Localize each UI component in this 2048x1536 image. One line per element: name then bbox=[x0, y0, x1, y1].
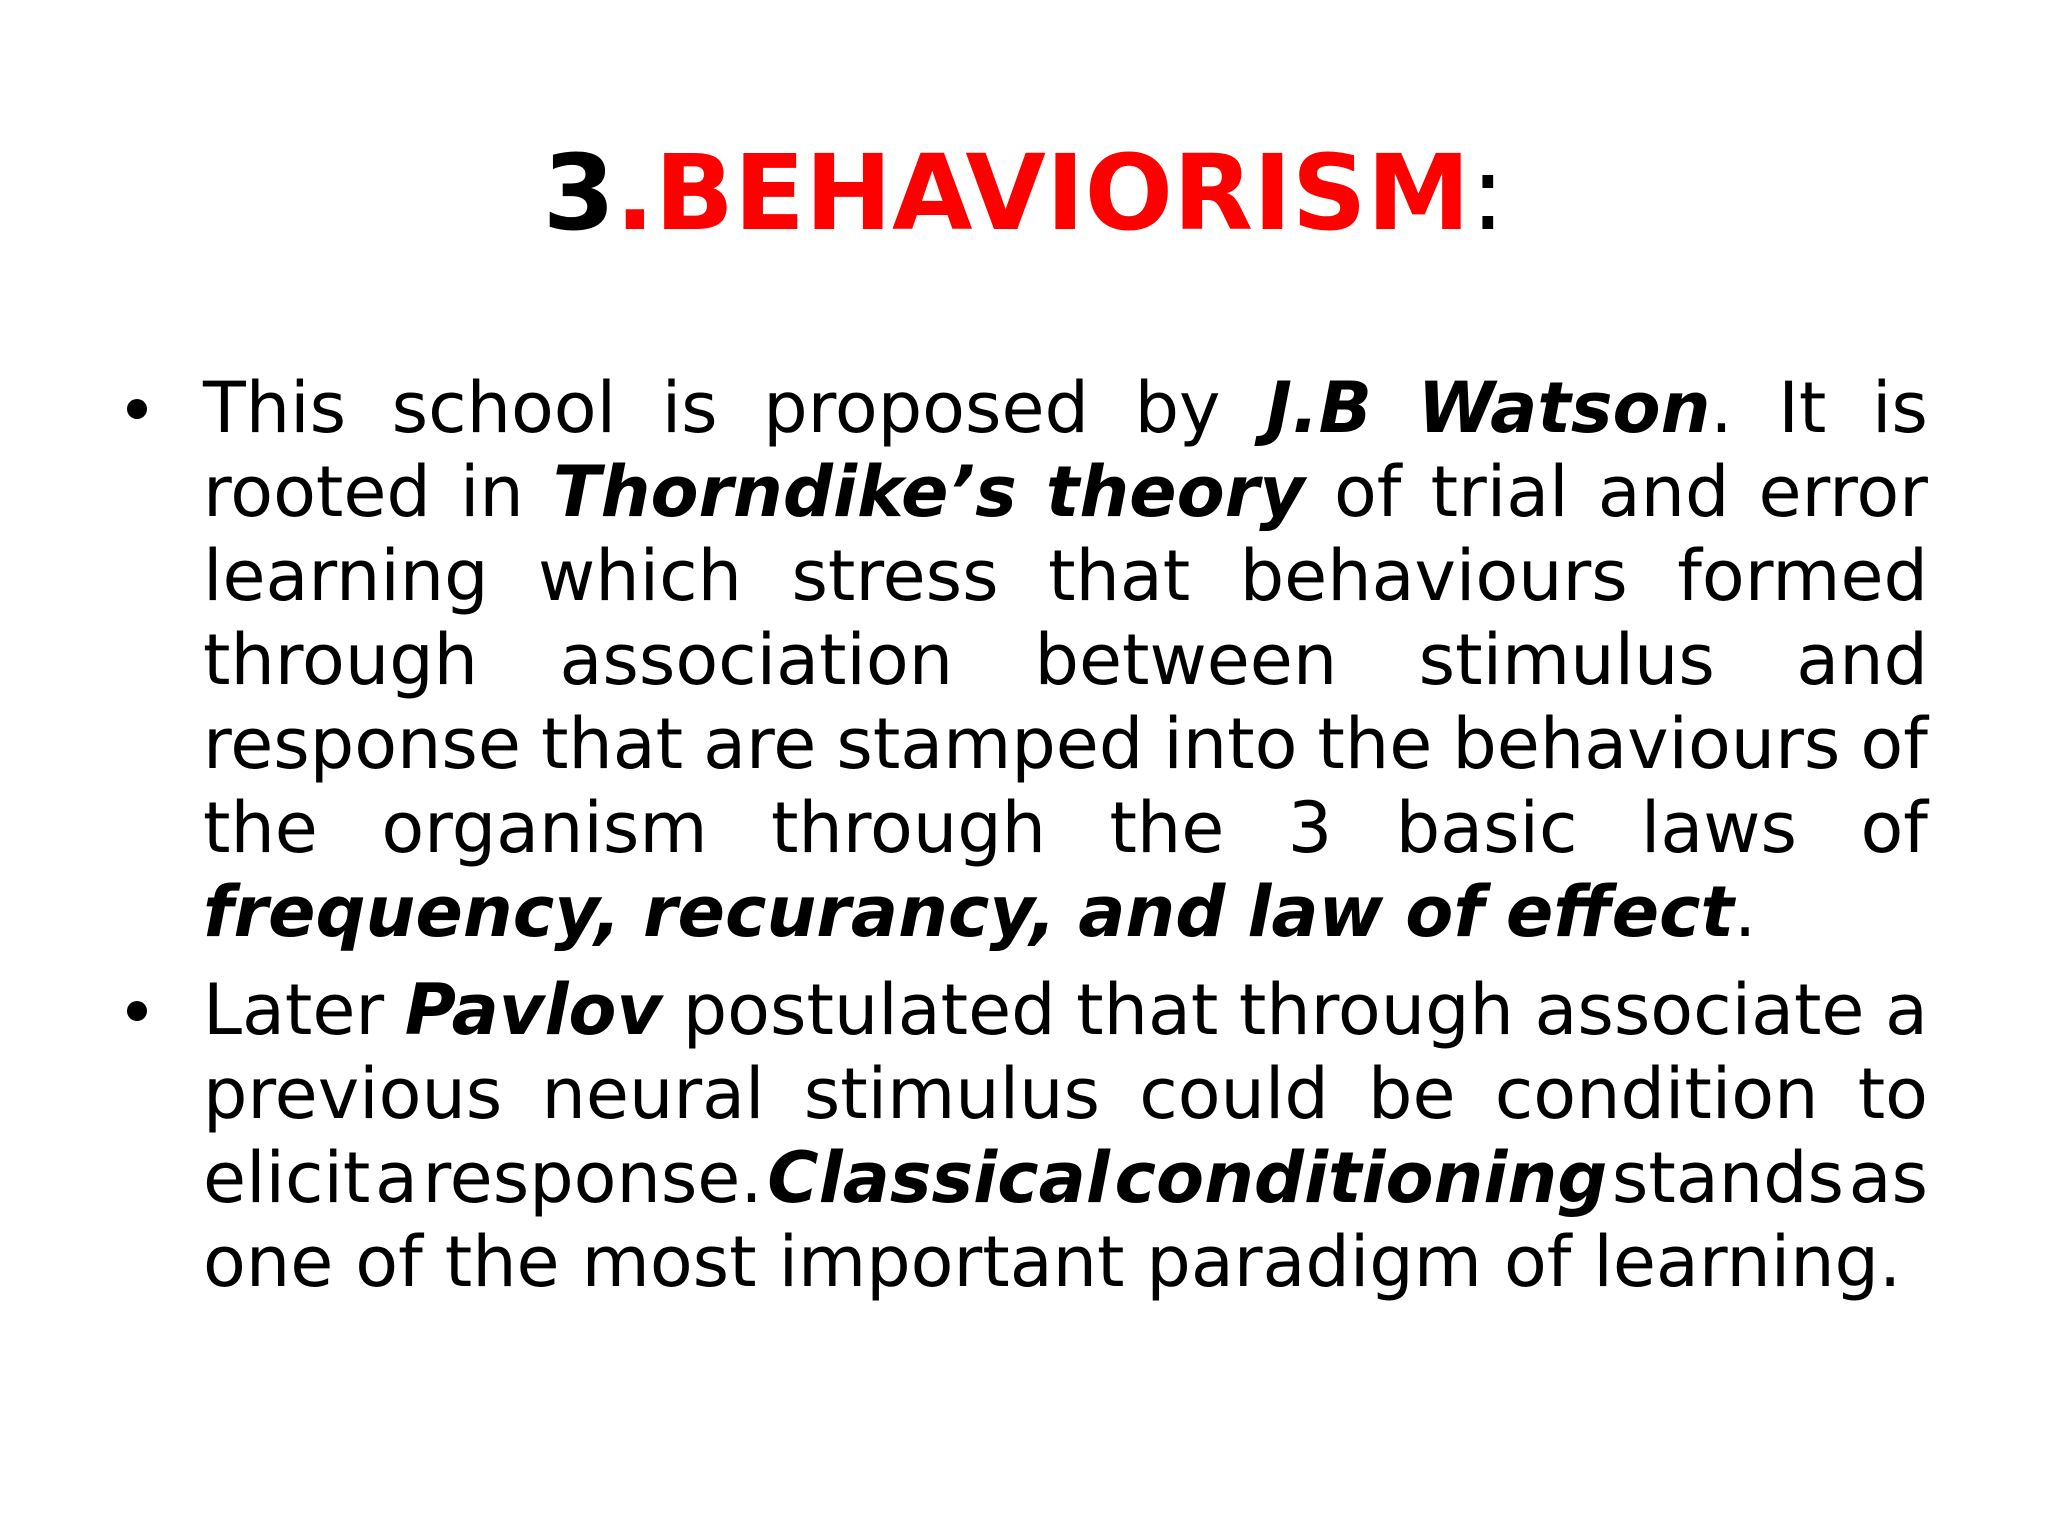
bullet-1-line-4 bbox=[203, 618, 1928, 702]
word: learning. bbox=[1593, 1221, 1902, 1303]
word: stands bbox=[1611, 1137, 1845, 1219]
word: This bbox=[203, 367, 347, 449]
bullet-1-line-6 bbox=[203, 786, 1928, 870]
word: and bbox=[1597, 451, 1730, 533]
emphasis-word: and bbox=[1078, 871, 1226, 953]
emphasis-word: Thorndike’s bbox=[552, 451, 1017, 533]
word: to bbox=[1857, 1053, 1928, 1135]
word: postulated bbox=[682, 969, 1056, 1051]
bullet-1-line-1 bbox=[203, 366, 1928, 450]
word: rooted bbox=[203, 451, 431, 533]
bullet-1-line-2 bbox=[203, 450, 1928, 534]
word: that bbox=[540, 703, 684, 785]
period: . bbox=[1710, 367, 1733, 449]
word: response. bbox=[422, 1137, 763, 1219]
word: stimulus bbox=[1418, 619, 1715, 701]
word: that bbox=[1076, 969, 1219, 1051]
word: elicit bbox=[203, 1137, 371, 1219]
word: and bbox=[1796, 619, 1928, 701]
word: stamped bbox=[836, 703, 1144, 785]
word: formed bbox=[1677, 535, 1928, 617]
word: learning bbox=[203, 535, 489, 617]
word: are bbox=[703, 703, 817, 785]
word: a bbox=[374, 1137, 418, 1219]
word: condition bbox=[1494, 1053, 1819, 1135]
word: behaviours bbox=[1239, 535, 1628, 617]
emphasis-word: frequency, bbox=[203, 871, 621, 953]
word: 3 bbox=[1287, 787, 1333, 869]
word: of bbox=[1860, 787, 1928, 869]
word: basic bbox=[1395, 787, 1578, 869]
title-word: .BEHAVIORISM bbox=[615, 132, 1471, 254]
word bbox=[1418, 366, 1733, 450]
word: associate bbox=[1534, 969, 1865, 1051]
word: be bbox=[1368, 1053, 1456, 1135]
bullet-marker-1 bbox=[127, 399, 147, 419]
bullet-1-line-7 bbox=[203, 870, 1928, 954]
word: by bbox=[1134, 367, 1221, 449]
word: is bbox=[1871, 367, 1928, 449]
word: error bbox=[1758, 451, 1928, 533]
author-name-first: J.B bbox=[1266, 367, 1373, 449]
word: could bbox=[1139, 1053, 1329, 1135]
word: in bbox=[459, 451, 524, 533]
word: Later bbox=[203, 969, 385, 1051]
word: of bbox=[355, 1221, 423, 1303]
bullet-2-line-3 bbox=[203, 1136, 1928, 1220]
word: one bbox=[203, 1221, 334, 1303]
bullet-1-line-5 bbox=[203, 702, 1928, 786]
emphasis-word: Pavlov bbox=[404, 969, 663, 1051]
word: between bbox=[1034, 619, 1338, 701]
word: stress bbox=[791, 535, 999, 617]
period: . bbox=[1734, 871, 1757, 953]
word: proposed bbox=[763, 367, 1089, 449]
bullet-2-line-2 bbox=[203, 1052, 1928, 1136]
emphasis-word: Classical bbox=[767, 1137, 1110, 1219]
emphasis-word: of bbox=[1405, 871, 1484, 953]
word: of bbox=[1333, 451, 1402, 533]
bullet-2-line-4 bbox=[203, 1220, 1928, 1304]
word: school bbox=[391, 367, 617, 449]
title-number: 3 bbox=[542, 132, 616, 254]
emphasis-word: law bbox=[1247, 871, 1384, 953]
word: previous bbox=[203, 1053, 503, 1135]
word: response bbox=[203, 703, 521, 785]
bullet-marker-2 bbox=[127, 1001, 147, 1021]
word: most bbox=[581, 1221, 757, 1303]
word bbox=[1266, 366, 1372, 450]
word: association bbox=[559, 619, 954, 701]
word: that bbox=[1048, 535, 1191, 617]
word: stimulus bbox=[803, 1053, 1100, 1135]
title-colon: : bbox=[1470, 132, 1506, 254]
word: the bbox=[1317, 703, 1433, 785]
emphasis-word: conditioning bbox=[1114, 1137, 1608, 1219]
emphasis-word: theory bbox=[1045, 451, 1305, 533]
word: of bbox=[1503, 1221, 1572, 1303]
author-name-last: Watson bbox=[1417, 367, 1711, 449]
word bbox=[1506, 870, 1756, 954]
word: the bbox=[1109, 787, 1225, 869]
word: into bbox=[1163, 703, 1298, 785]
word: paradigm bbox=[1146, 1221, 1482, 1303]
bullet-1-line-3 bbox=[203, 534, 1928, 618]
word: behaviours bbox=[1452, 703, 1841, 785]
word: the bbox=[444, 1221, 560, 1303]
emphasis-word: effect bbox=[1505, 871, 1735, 953]
word: It bbox=[1778, 367, 1827, 449]
word: through bbox=[203, 619, 479, 701]
bullet-2-line-1 bbox=[203, 968, 1928, 1052]
word: through bbox=[1238, 969, 1514, 1051]
word: is bbox=[661, 367, 718, 449]
word: important bbox=[778, 1221, 1125, 1303]
word: as bbox=[1848, 1137, 1928, 1219]
word: the bbox=[203, 787, 318, 869]
word: through bbox=[770, 787, 1046, 869]
word: laws bbox=[1640, 787, 1797, 869]
word: a bbox=[1885, 969, 1928, 1051]
emphasis-word: recurancy, bbox=[642, 871, 1057, 953]
word: of bbox=[1860, 703, 1928, 785]
word: trial bbox=[1430, 451, 1569, 533]
word: organism bbox=[381, 787, 708, 869]
word: neural bbox=[541, 1053, 765, 1135]
word: which bbox=[538, 535, 742, 617]
